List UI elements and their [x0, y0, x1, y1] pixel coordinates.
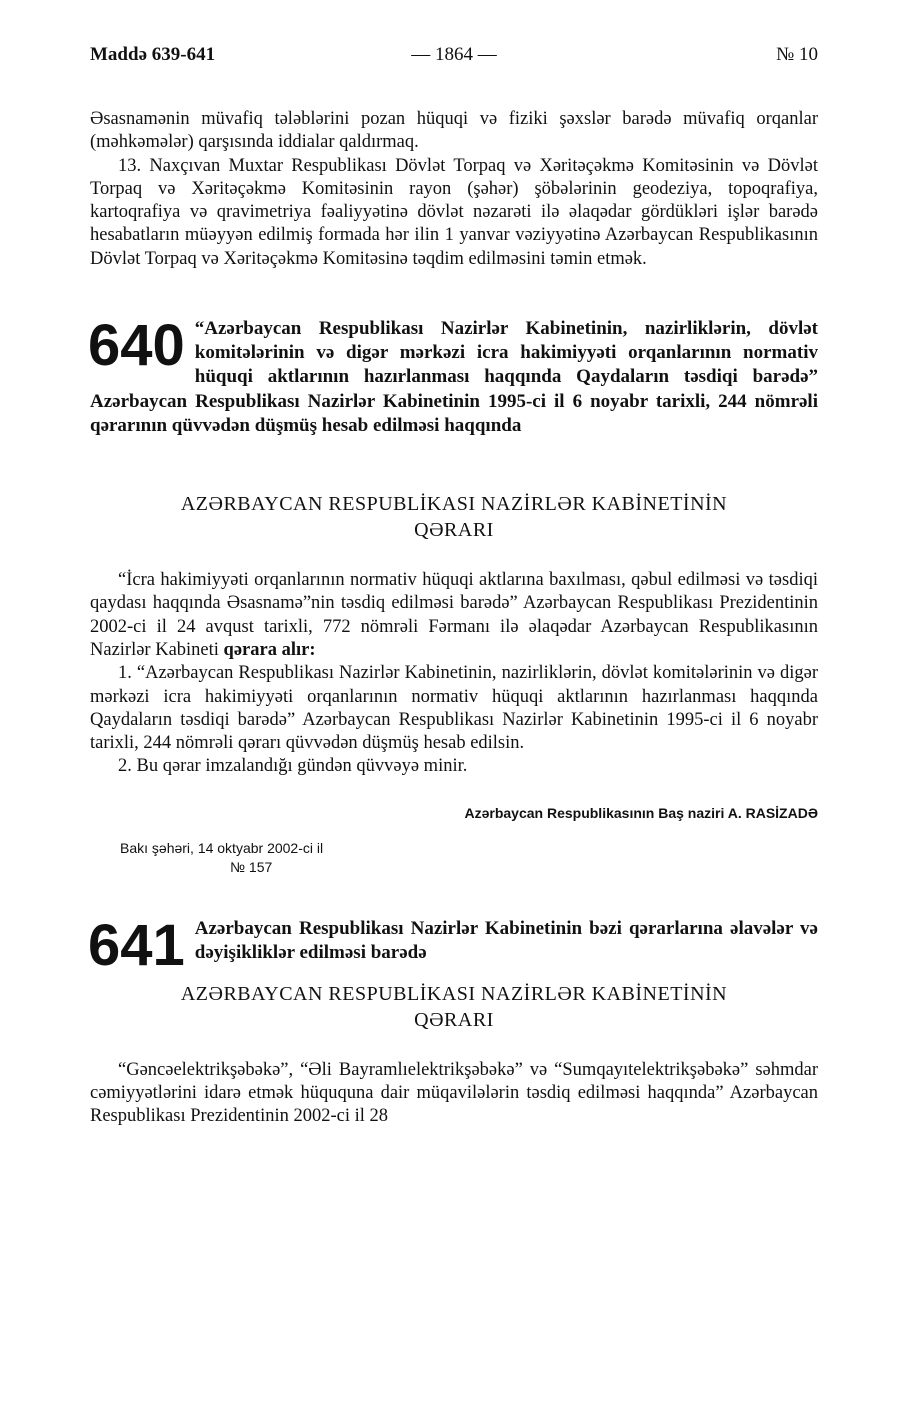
continued-text	[90, 108, 818, 271]
signature: Azərbaycan Respublikasının Baş naziri A. RASİZADƏ	[464, 804, 818, 821]
decree-641	[88, 912, 818, 1129]
page-number: — 1864 —	[411, 44, 497, 65]
paragraph: Əsasnamənin müvafiq tələblərini pozan hüquqi və fiziki şəxslər barədə müvafiq orqanlar (məhkəmələr) qarşısında iddialar qaldırmaq.	[90, 109, 818, 153]
decree-item: 1. “Azərbaycan Respublikası Nazirlər Kabinetinin, nazirliklərin, dövlət komitələrinin və digər mərkəzi icra hakimiyyəti orqanlarının normativ hüquqi aktlarının hazırlanması haqqında Qaydaların təsdiqi barədə” Azərbaycan Respublikası Nazirlər Kabinetinin 1995-ci il 6 noyabr tarixli, 244 nömrəli qərarı qüvvədən düşmüş hesab edilsin.	[90, 663, 818, 754]
preamble: “Gəncəelektrikşəbəkə”, “Əli Bayramlıelektrikşəbəkə” və “Sumqayıtelektrikşəbəkə” səhmdar cəmiyyətlərini idarə etmək hüququna dair müqavilələrin təsdiq edilməsi haqqında” Azərbaycan Respublikası Prezidentinin 2002-ci il 28	[90, 1059, 818, 1127]
page-header	[90, 44, 818, 74]
document-number: № 157	[230, 858, 273, 875]
decree-title: Azərbaycan Respublikası Nazirlər Kabinetinin bəzi qərarlarına əlavələr və dəyişikliklər edilməsi barədə	[194, 917, 818, 963]
issuer-line: QƏRARI	[414, 1008, 494, 1031]
paragraph: 13. Naxçıvan Muxtar Respublikası Dövlət Torpaq və Xəritəçəkmə Komitəsinin və Dövlət Torpaq və Xəritəçəkmə Komitəsinin rayon (şəhər) şöbələrinin geodeziya, topoqrafiya, kartoqrafiya və qravimetriya fəaliyyətinə dövlət nəzarəti ilə əlaqədar gördükləri işlər barədə hesabatların müəyyən edilmiş formada hər ilin 1 yanvar vəziyyətinə Azərbaycan Respublikasının Dövlət Torpaq və Xəritəçəkmə Komitəsinə təqdim edilməsini təmin etmək.	[90, 155, 818, 269]
preamble-bold: qərara alır:	[223, 639, 316, 660]
document-page	[90, 44, 818, 1129]
decree-heading	[88, 912, 818, 978]
decree-title: “Azərbaycan Respublikası Nazirlər Kabinetinin, nazirliklərin, dövlət komitələrinin və digər mərkəzi icra hakimiyyəti orqanlarının normativ hüquqi aktlarının hazırlanması haqqında Qaydaların təsdiqi barədə” Azərbaycan Respublikası Nazirlər Kabinetinin 1995-ci il 6 noyabr tarixli, 244 nömrəli qərarının qüvvədən düşmüş hesab edilməsi haqqında	[90, 318, 818, 436]
decree-640	[88, 313, 818, 877]
place-date-text: Bakı şəhəri, 14 oktyabr 2002-ci il	[120, 839, 324, 856]
issuer-heading	[90, 981, 818, 1033]
decree-item: 2. Bu qərar imzalandığı gündən qüvvəyə minir.	[118, 756, 468, 777]
issue-number: № 10	[776, 44, 818, 65]
decree-body	[90, 569, 818, 779]
decree-body	[90, 1059, 818, 1129]
section-range: Maddə 639-641	[90, 44, 216, 65]
preamble	[90, 569, 818, 662]
issuer-line: AZƏRBAYCAN RESPUBLİKASI NAZİRLƏR KABİNETİNİN	[180, 982, 728, 1005]
issuer-line: QƏRARI	[414, 519, 494, 542]
decree-number: 640	[88, 313, 185, 379]
decree-heading	[88, 313, 818, 477]
issuer-heading	[90, 491, 818, 543]
preamble-text: “İcra hakimiyyəti orqanlarının normativ hüquqi aktlarına baxılması, qəbul edilməsi və təsdiqi qaydası haqqında Əsasnamə”nin təsdiq edilməsi barədə” Azərbaycan Respublikası Prezidentinin 2002-ci il 24 avqust tarixli, 772 nömrəli Fərmanı ilə əlaqədar Azərbaycan Respublikasının Nazirlər Kabineti	[90, 570, 818, 660]
issuer-line: AZƏRBAYCAN RESPUBLİKASI NAZİRLƏR KABİNETİNİN	[180, 493, 728, 516]
place-date	[120, 839, 818, 877]
decree-number: 641	[88, 912, 185, 978]
